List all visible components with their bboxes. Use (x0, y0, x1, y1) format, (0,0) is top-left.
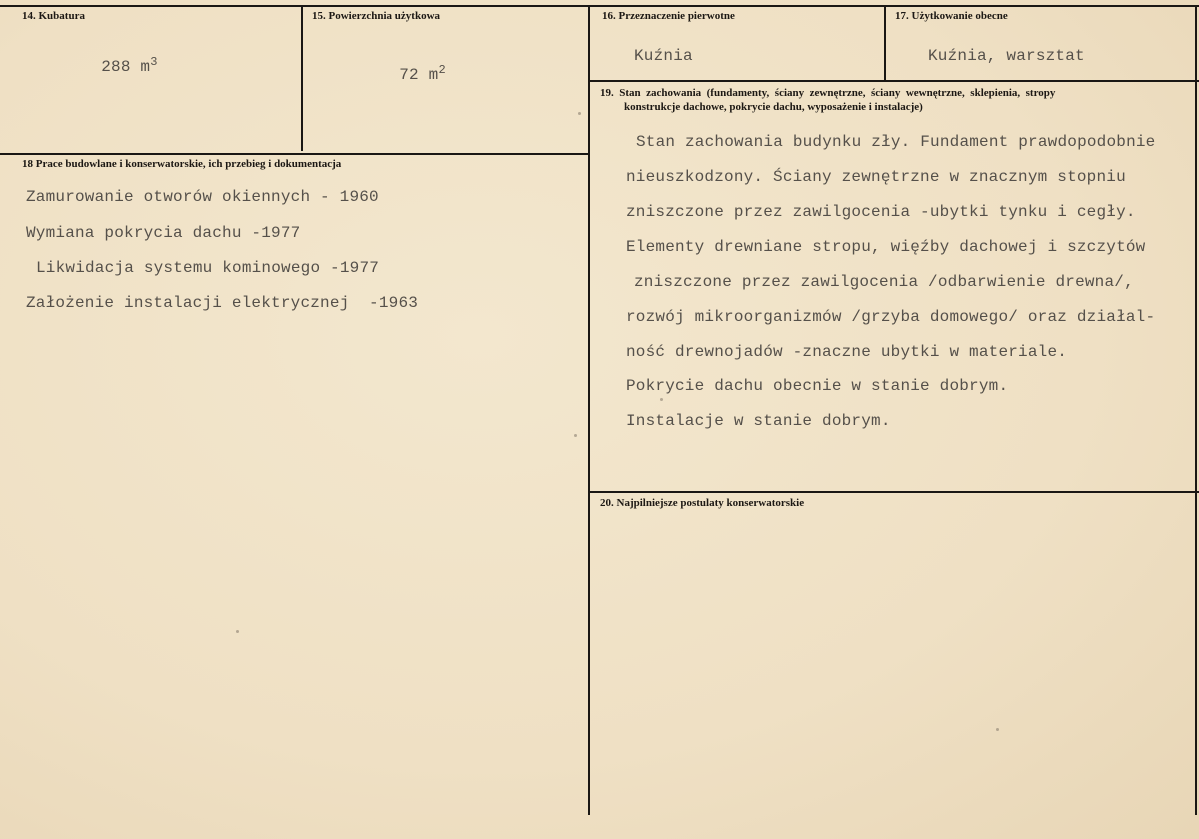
field-18-line-1: Zamurowanie otworów okiennych - 1960 (26, 188, 379, 206)
field-15-label: 15. Powierzchnia użytkowa (312, 10, 441, 22)
field-17-label: 17. Użytkowanie obecne (895, 10, 1008, 22)
paper-speck (660, 398, 663, 401)
field-14-label: 14. Kubatura (22, 10, 85, 22)
main-column-divider (588, 5, 590, 815)
field-14-exponent: 3 (150, 55, 158, 69)
field-14-number: 288 m (101, 58, 151, 76)
field-17-value: Kuźnia, warsztat (928, 47, 1085, 65)
divider-16-17 (884, 5, 886, 81)
field-19-label-line-1: 19. Stan zachowania (fundamenty, ściany zewnętrzne, ściany wewnętrzne, sklepienia, stropy (600, 87, 1056, 99)
field-15-exponent: 2 (438, 63, 446, 77)
field-19-line-4: Elementy drewniane stropu, więźby dachowej i szczytów (626, 238, 1146, 256)
field-19-line-6: rozwój mikroorganizmów /grzyba domowego/ oraz działal- (626, 308, 1156, 326)
field-16-label: 16. Przeznaczenie pierwotne (602, 10, 735, 22)
field-20-label: 20. Najpilniejsze postulaty konserwatorskie (600, 497, 805, 509)
field-19-line-1: Stan zachowania budynku zły. Fundament prawdopodobnie (636, 133, 1156, 151)
paper-speck (578, 112, 581, 115)
divider-right-row1 (590, 80, 1199, 82)
field-15-value (360, 48, 446, 102)
field-18-line-2: Wymiana pokrycia dachu -1977 (26, 224, 301, 242)
field-19-line-8: Pokrycie dachu obecnie w stanie dobrym. (626, 377, 1009, 395)
field-19-line-5: zniszczone przez zawilgocenia /odbarwienie drewna/, (634, 273, 1134, 291)
field-15-number: 72 m (399, 66, 439, 84)
field-19-label-line-2: konstrukcje dachowe, pokrycie dachu, wyposażenie i instalacje) (624, 101, 923, 113)
divider-14-15 (301, 5, 303, 151)
field-18-label: 18 Prace budowlane i konserwatorskie, ich przebieg i dokumentacja (22, 158, 342, 170)
field-19-line-9: Instalacje w stanie dobrym. (626, 412, 891, 430)
field-19-line-2: nieuszkodzony. Ściany zewnętrzne w znacznym stopniu (626, 168, 1126, 186)
field-14-value (62, 40, 158, 94)
right-border (1195, 5, 1197, 815)
paper-speck (996, 728, 999, 731)
field-18-line-4: Założenie instalacji elektrycznej -1963 (26, 294, 419, 312)
top-border (0, 5, 1199, 7)
paper-speck (236, 630, 239, 633)
field-19-line-3: zniszczone przez zawilgocenia -ubytki tynku i cegły. (626, 203, 1136, 221)
field-19-line-7: ność drewnojadów -znaczne ubytki w materiale. (626, 343, 1068, 361)
divider-left-row (0, 153, 590, 155)
divider-right-row2 (590, 491, 1199, 493)
field-18-line-3: Likwidacja systemu kominowego -1977 (36, 259, 380, 277)
field-16-value: Kuźnia (634, 47, 693, 65)
paper-speck (574, 434, 577, 437)
